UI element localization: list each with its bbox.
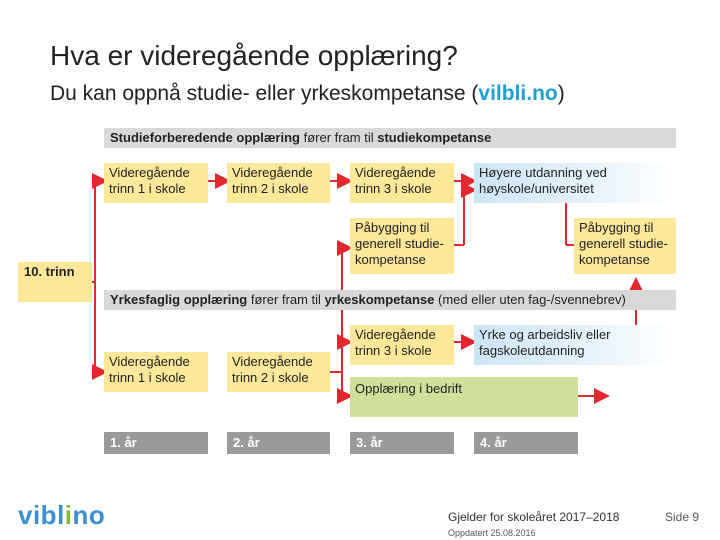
band-vocational-track [104, 290, 676, 310]
start-box-10-trinn: 10. trinn [18, 262, 92, 302]
year-1-bar: 1. år [104, 432, 208, 454]
vilbli-link[interactable]: vilbli.no [478, 82, 558, 105]
work-or-college-box: Yrke og arbeidsliv eller fagskoleutdanning [474, 325, 676, 365]
page-title: Hva er videregående opplæring? [50, 40, 458, 71]
year-4-bar: 4. år [474, 432, 578, 454]
band-voc-connector: fører fram til [247, 292, 325, 307]
vilbli-logo [18, 500, 105, 531]
topup-left-box: Påbygging til generell studie-kompetanse [350, 218, 454, 274]
band-voc-outcome: yrkeskompetanse [324, 292, 435, 307]
band-study-connector: fører fram til [299, 130, 378, 145]
year-2-bar: 2. år [227, 432, 330, 454]
footer-updated: Oppdatert 25.08.2016 [448, 528, 536, 538]
band-study-label: Studieforberedende opplæring [110, 130, 300, 145]
apprenticeship-box: Opplæring i bedrift [350, 377, 578, 417]
voc-vg1-box: Videregående trinn 1 i skole [104, 352, 208, 392]
voc-vg3-box: Videregående trinn 3 i skole [350, 325, 454, 365]
logo-part-b: i [64, 500, 73, 530]
logo-part-a: vibl [18, 500, 65, 530]
subtitle-prefix: Du kan oppnå studie- eller yrkeskompetanse ( [50, 82, 479, 105]
study-vg1-box: Videregående trinn 1 i skole [104, 163, 208, 203]
band-study-outcome: studiekompetanse [377, 130, 492, 145]
study-vg3-box: Videregående trinn 3 i skole [350, 163, 454, 203]
subtitle-suffix: ) [557, 82, 565, 105]
footer-valid-year: Gjelder for skoleåret 2017–2018 [448, 510, 620, 524]
topup-right-box: Påbygging til generell studie-kompetanse [574, 218, 676, 274]
voc-vg2-box: Videregående trinn 2 i skole [227, 352, 330, 392]
higher-education-box: Høyere utdanning ved høyskole/universitet [474, 163, 676, 203]
year-3-bar: 3. år [350, 432, 454, 454]
band-study-track [104, 128, 676, 148]
band-voc-note: (med eller uten fag-/svennebrev) [434, 292, 626, 307]
page-number: Side 9 [665, 510, 700, 524]
logo-part-c: no [72, 500, 106, 530]
band-voc-label: Yrkesfaglig opplæring [110, 292, 248, 307]
study-vg2-box: Videregående trinn 2 i skole [227, 163, 330, 203]
